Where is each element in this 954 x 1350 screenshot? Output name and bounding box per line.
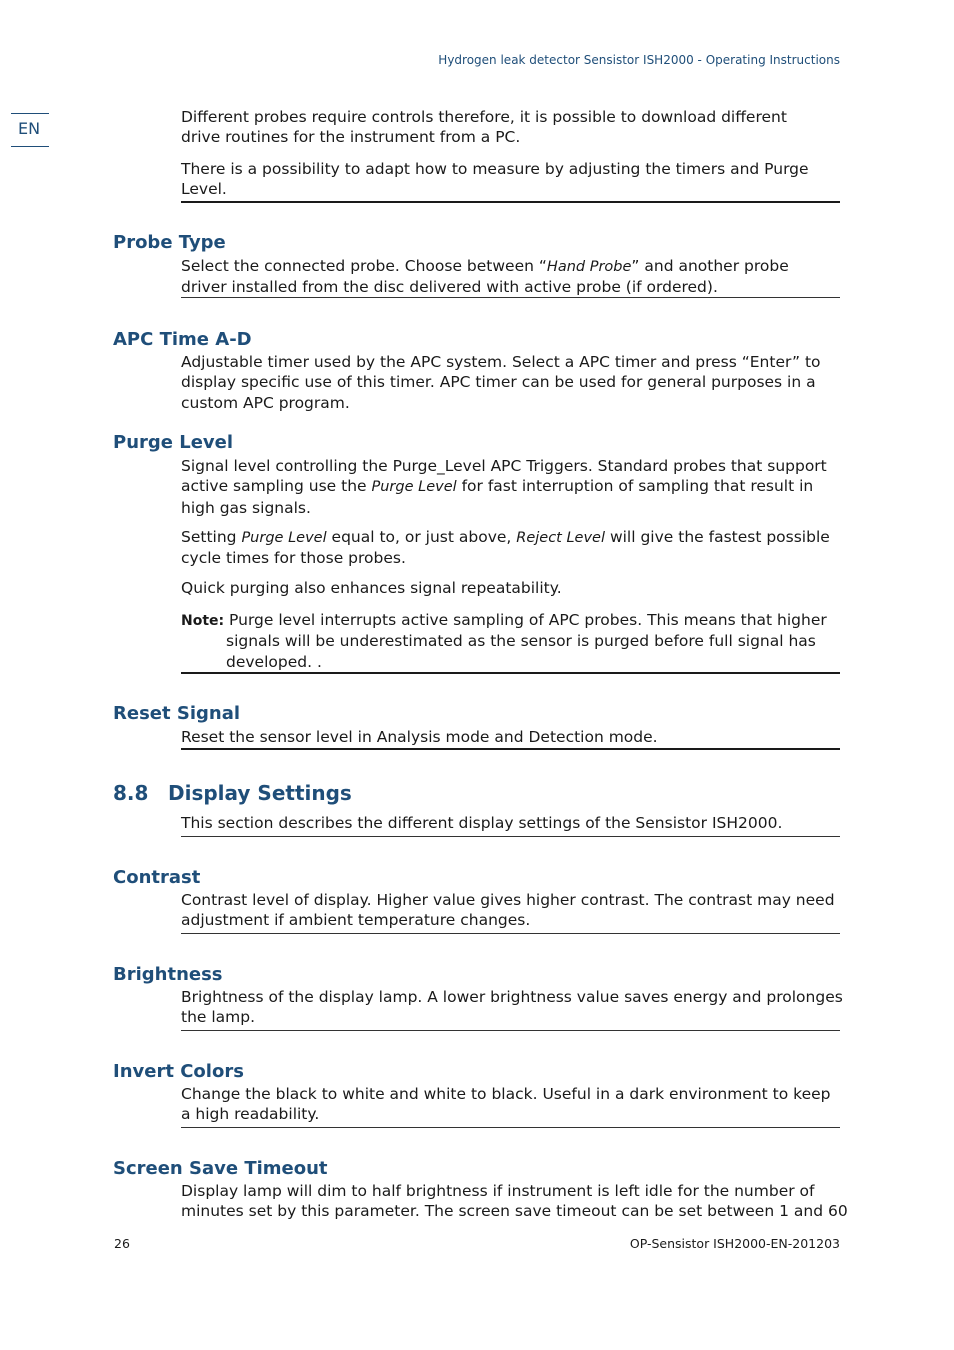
brightness-body bbox=[181, 987, 843, 1028]
purge-p1-line-2 bbox=[181, 476, 840, 497]
apc-time-line-2: display specific use of this timer. APC timer can be used for general purposes in a bbox=[181, 373, 816, 392]
screen-save-heading: Screen Save Timeout bbox=[113, 1158, 328, 1179]
probe-type-line-1 bbox=[181, 256, 840, 277]
invert-colors-body bbox=[181, 1084, 840, 1125]
purge-p1-line-3: high gas signals. bbox=[181, 498, 311, 517]
screen-save-body bbox=[181, 1181, 848, 1222]
section-title: Display Settings bbox=[168, 781, 352, 805]
invert-colors-line-1: Change the black to white and white to black. Useful in a dark environment to keep bbox=[181, 1085, 831, 1103]
document-code: OP-Sensistor ISH2000-EN-201203 bbox=[629, 1236, 840, 1251]
reject-emphasis: Reject Level bbox=[516, 530, 606, 546]
language-label: EN bbox=[18, 119, 41, 138]
purge-p3-line-1: Quick purging also enhances signal repeatability. bbox=[181, 579, 562, 597]
purge-level-heading: Purge Level bbox=[113, 432, 234, 453]
purge-p2-line-1 bbox=[181, 527, 840, 548]
note-text: Purge level interrupts active sampling of APC probes. This means that higher bbox=[224, 611, 827, 629]
probe-type-body bbox=[181, 256, 840, 298]
probe-type-heading: Probe Type bbox=[113, 232, 226, 253]
section-divider bbox=[181, 297, 840, 298]
intro-p1-line-1: Different probes require controls therefore, it is possible to download different bbox=[181, 108, 787, 126]
purge-p2-line-2: cycle times for those probes. bbox=[181, 549, 406, 568]
invert-colors-line-2: a high readability. bbox=[181, 1105, 320, 1124]
section-divider bbox=[181, 836, 840, 837]
page-number: 26 bbox=[114, 1236, 130, 1251]
intro-p2-line-2: Level. bbox=[181, 180, 227, 199]
reset-signal-body bbox=[181, 727, 840, 747]
purge-text: Setting bbox=[181, 528, 242, 546]
section-number: 8.8 bbox=[113, 781, 149, 805]
section-divider bbox=[181, 201, 840, 203]
purge-emphasis: Purge Level bbox=[241, 530, 327, 546]
reset-signal-heading: Reset Signal bbox=[113, 703, 241, 724]
section-divider bbox=[181, 933, 840, 934]
section-divider bbox=[181, 1127, 840, 1128]
brightness-heading: Brightness bbox=[113, 964, 223, 985]
display-settings-body bbox=[181, 813, 840, 833]
purge-text: active sampling use the bbox=[181, 477, 372, 496]
purge-p1-line-1: Signal level controlling the Purge_Level APC Triggers. Standard probes that support bbox=[181, 457, 827, 475]
contrast-line-1: Contrast level of display. Higher value gives higher contrast. The contrast may need bbox=[181, 891, 835, 909]
intro-paragraph-2 bbox=[181, 159, 840, 200]
purge-text: equal to, or just above, bbox=[326, 528, 517, 546]
note-line-2: signals will be underestimated as the sensor is purged before full signal has bbox=[226, 632, 816, 651]
reset-signal-line-1: Reset the sensor level in Analysis mode and Detection mode. bbox=[181, 728, 658, 746]
probe-type-line-2: driver installed from the disc delivered with active probe (if ordered). bbox=[181, 278, 718, 297]
invert-colors-heading: Invert Colors bbox=[113, 1061, 244, 1082]
display-settings-heading bbox=[113, 781, 352, 805]
intro-p2-line-1: There is a possibility to adapt how to measure by adjusting the timers and Purge bbox=[181, 160, 809, 178]
purge-level-paragraph-2 bbox=[181, 527, 840, 569]
section-divider bbox=[181, 1030, 840, 1031]
contrast-heading: Contrast bbox=[113, 867, 201, 888]
note-label: Note: bbox=[181, 613, 225, 629]
apc-time-body bbox=[181, 352, 840, 413]
probe-type-text: ” and another probe bbox=[631, 257, 789, 275]
section-divider bbox=[181, 748, 840, 750]
running-header: Hydrogen leak detector Sensistor ISH2000 - Operating Instructions bbox=[438, 53, 840, 67]
brightness-line-1: Brightness of the display lamp. A lower brightness value saves energy and prolonges bbox=[181, 988, 843, 1006]
contrast-body bbox=[181, 890, 840, 931]
note-line-3: developed. . bbox=[226, 652, 322, 671]
purge-level-note bbox=[181, 610, 840, 672]
language-tab bbox=[11, 113, 49, 147]
apc-time-heading: APC Time A-D bbox=[113, 329, 252, 350]
screen-save-line-1: Display lamp will dim to half brightness if instrument is left idle for the number of bbox=[181, 1182, 815, 1200]
purge-emphasis: Purge Level bbox=[371, 479, 457, 496]
screen-save-line-2: minutes set by this parameter. The screen save timeout can be set between 1 and 60 bbox=[181, 1202, 848, 1221]
note-line-1 bbox=[181, 610, 840, 631]
intro-p1-line-2: drive routines for the instrument from a PC. bbox=[181, 128, 521, 147]
purge-level-paragraph-3 bbox=[181, 578, 840, 598]
brightness-line-2: the lamp. bbox=[181, 1008, 256, 1027]
probe-type-emphasis: Hand Probe bbox=[546, 259, 632, 275]
display-settings-line-1: This section describes the different display settings of the Sensistor ISH2000. bbox=[181, 814, 783, 832]
apc-time-line-3: custom APC program. bbox=[181, 393, 350, 412]
purge-text: will give the fastest possible bbox=[605, 528, 830, 546]
intro-paragraph-1 bbox=[181, 107, 840, 148]
purge-level-paragraph-1 bbox=[181, 456, 840, 518]
probe-type-text: Select the connected probe. Choose between “ bbox=[181, 257, 547, 275]
section-divider bbox=[181, 672, 840, 674]
contrast-line-2: adjustment if ambient temperature changes. bbox=[181, 911, 531, 930]
purge-text: for fast interruption of sampling that result in bbox=[456, 477, 814, 496]
apc-time-line-1: Adjustable timer used by the APC system. Select a APC timer and press “Enter” to bbox=[181, 353, 821, 371]
